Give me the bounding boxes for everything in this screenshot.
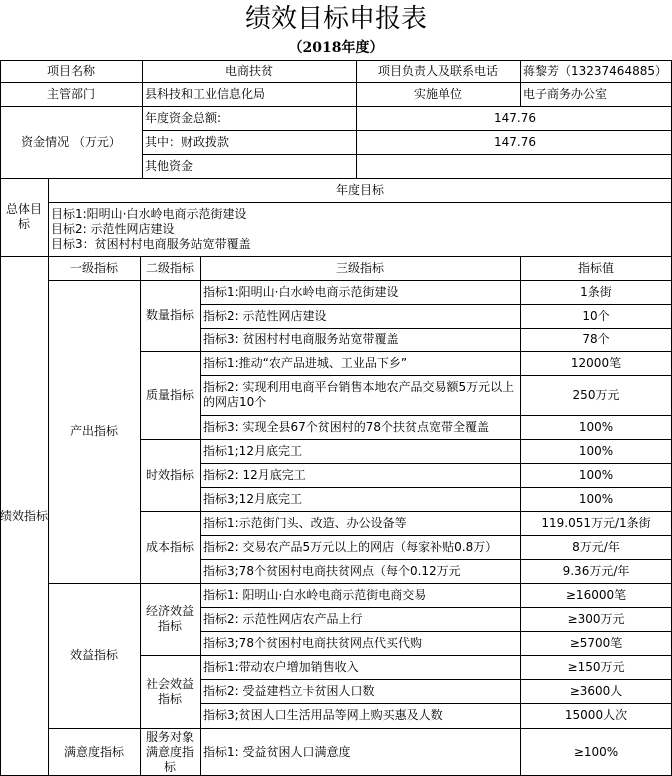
page-title: 绩效目标申报表 bbox=[244, 4, 427, 34]
level2-time: 时效指标 bbox=[145, 467, 194, 482]
indicator-value: 78个 bbox=[582, 332, 610, 346]
funds-label: 资金情况 （万元） bbox=[21, 134, 121, 149]
indicator-text: 指标1:推动“农产品进城、工业品下乡” bbox=[203, 355, 408, 370]
funds-fiscal-value: 147.76 bbox=[494, 134, 536, 149]
annual-goal-item: 目标3：贫困村村电商服务站宽带覆盖 bbox=[51, 236, 251, 251]
indicator-text: 指标3;贫困人口生活用品等网上购买惠及人数 bbox=[203, 708, 443, 722]
indicator-text: 指标2: 交易农产品5万元以上的网店（每家补贴0.8万） bbox=[203, 539, 498, 554]
indicator-text: 指标1;12月底完工 bbox=[203, 443, 302, 458]
annual-goal-list bbox=[48, 202, 672, 256]
level2-quantity: 数量指标 bbox=[145, 308, 194, 322]
indicator-value: 119.051万元/1条街 bbox=[541, 515, 651, 530]
indicator-value: 10个 bbox=[582, 308, 610, 323]
page-subtitle: （2018年度） bbox=[288, 40, 384, 56]
indicator-value: ≥300万元 bbox=[567, 611, 625, 626]
indicator-text: 指标2: 受益建档立卡贫困人口数 bbox=[203, 683, 375, 698]
project-person-value: 蒋黎芳（13237464885） bbox=[523, 63, 667, 78]
indicator-value: ≥5700笔 bbox=[569, 635, 623, 650]
project-name-value: 电商扶贫 bbox=[224, 63, 273, 78]
level2-cost: 成本指标 bbox=[145, 539, 194, 554]
indicator-value: 100% bbox=[578, 419, 614, 434]
indicator-text: 指标1: 受益贫困人口满意度 bbox=[203, 744, 351, 759]
indicator-text: 指标3;78个贫困村电商扶贫网点（每个0.12万元 bbox=[203, 563, 461, 578]
indicator-value: 100% bbox=[578, 491, 614, 506]
indicator-text: 指标3: 贫困村村电商服务站宽带覆盖 bbox=[203, 332, 399, 346]
header-level2: 二级指标 bbox=[145, 260, 194, 275]
indicator-text: 指标1:阳明山·白水岭电商示范街建设 bbox=[203, 284, 399, 299]
indicator-text: 指标3: 实现全县67个贫困村的78个扶贫点宽带全覆盖 bbox=[203, 419, 490, 434]
indicator-value: ≥100% bbox=[573, 744, 619, 759]
level1-output: 产出指标 bbox=[69, 424, 118, 438]
dept-value: 县科技和工业信息化局 bbox=[145, 86, 266, 101]
indicator-value: ≥150万元 bbox=[567, 659, 625, 674]
project-name-label: 项目名称 bbox=[46, 63, 95, 78]
annual-goal-header: 年度目标 bbox=[335, 182, 384, 197]
indicator-value: 250万元 bbox=[572, 387, 620, 402]
indicator-text: 指标2: 示范性网店建设 bbox=[203, 308, 327, 323]
level1-satisfaction: 满意度指标 bbox=[63, 744, 124, 759]
perf-indicators-label: 绩效指标 bbox=[0, 508, 48, 523]
funds-other-value bbox=[356, 154, 672, 178]
level2-service: 服务对象满意度指标 bbox=[145, 729, 194, 774]
annual-goal-item: 目标2: 示范性网店建设 bbox=[51, 221, 175, 236]
indicator-text: 指标3;78个贫困村电商扶贫网点代买代购 bbox=[203, 635, 422, 650]
indicator-text: 指标1:带动农户增加销售收入 bbox=[203, 659, 359, 674]
header-level1: 一级指标 bbox=[69, 260, 118, 275]
project-person-label: 项目负责人及联系电话 bbox=[377, 63, 498, 78]
funds-total-label: 年度资金总额: bbox=[145, 110, 222, 125]
indicator-value: 100% bbox=[578, 443, 614, 458]
overall-goal-label: 总体目标 bbox=[6, 202, 43, 231]
annual-goal-item: 目标1:阳明山·白水岭电商示范街建设 bbox=[51, 206, 247, 221]
indicator-text: 指标2: 12月底完工 bbox=[203, 467, 306, 482]
indicator-value: 9.36万元/年 bbox=[562, 563, 630, 578]
indicator-value: 15000人次 bbox=[564, 708, 628, 722]
impl-label: 实施单位 bbox=[413, 86, 462, 101]
dept-label: 主管部门 bbox=[46, 86, 95, 101]
indicator-value: 1条街 bbox=[580, 284, 612, 299]
level2-social: 社会效益指标 bbox=[145, 676, 194, 706]
indicator-value: 100% bbox=[578, 467, 614, 482]
level2-economic: 经济效益指标 bbox=[145, 604, 194, 633]
indicator-text: 指标1:示范街门头、改造、办公设备等 bbox=[203, 515, 407, 530]
indicator-text: 指标3;12月底完工 bbox=[203, 491, 302, 506]
indicator-value: ≥16000笔 bbox=[565, 587, 627, 602]
header-level3: 三级指标 bbox=[335, 260, 384, 275]
indicator-text: 指标2: 示范性网店农产品上行 bbox=[203, 611, 363, 626]
impl-value: 电子商务办公室 bbox=[523, 86, 608, 101]
funds-total-value: 147.76 bbox=[494, 110, 536, 125]
header-value: 指标值 bbox=[577, 260, 614, 275]
funds-fiscal-label: 其中：财政拨款 bbox=[145, 134, 230, 149]
indicator-text: 指标2: 实现利用电商平台销售本地农产品交易额5万元以上的网店10个 bbox=[203, 380, 515, 409]
level1-benefit: 效益指标 bbox=[69, 648, 118, 662]
indicator-value: 12000笔 bbox=[570, 355, 622, 370]
indicator-value: ≥3600人 bbox=[569, 683, 623, 698]
indicator-text: 指标1: 阳明山·白水岭电商示范街电商交易 bbox=[203, 587, 427, 602]
indicator-value: 8万元/年 bbox=[572, 539, 620, 554]
funds-other-label: 其他资金 bbox=[145, 158, 194, 173]
level2-quality: 质量指标 bbox=[145, 387, 194, 402]
